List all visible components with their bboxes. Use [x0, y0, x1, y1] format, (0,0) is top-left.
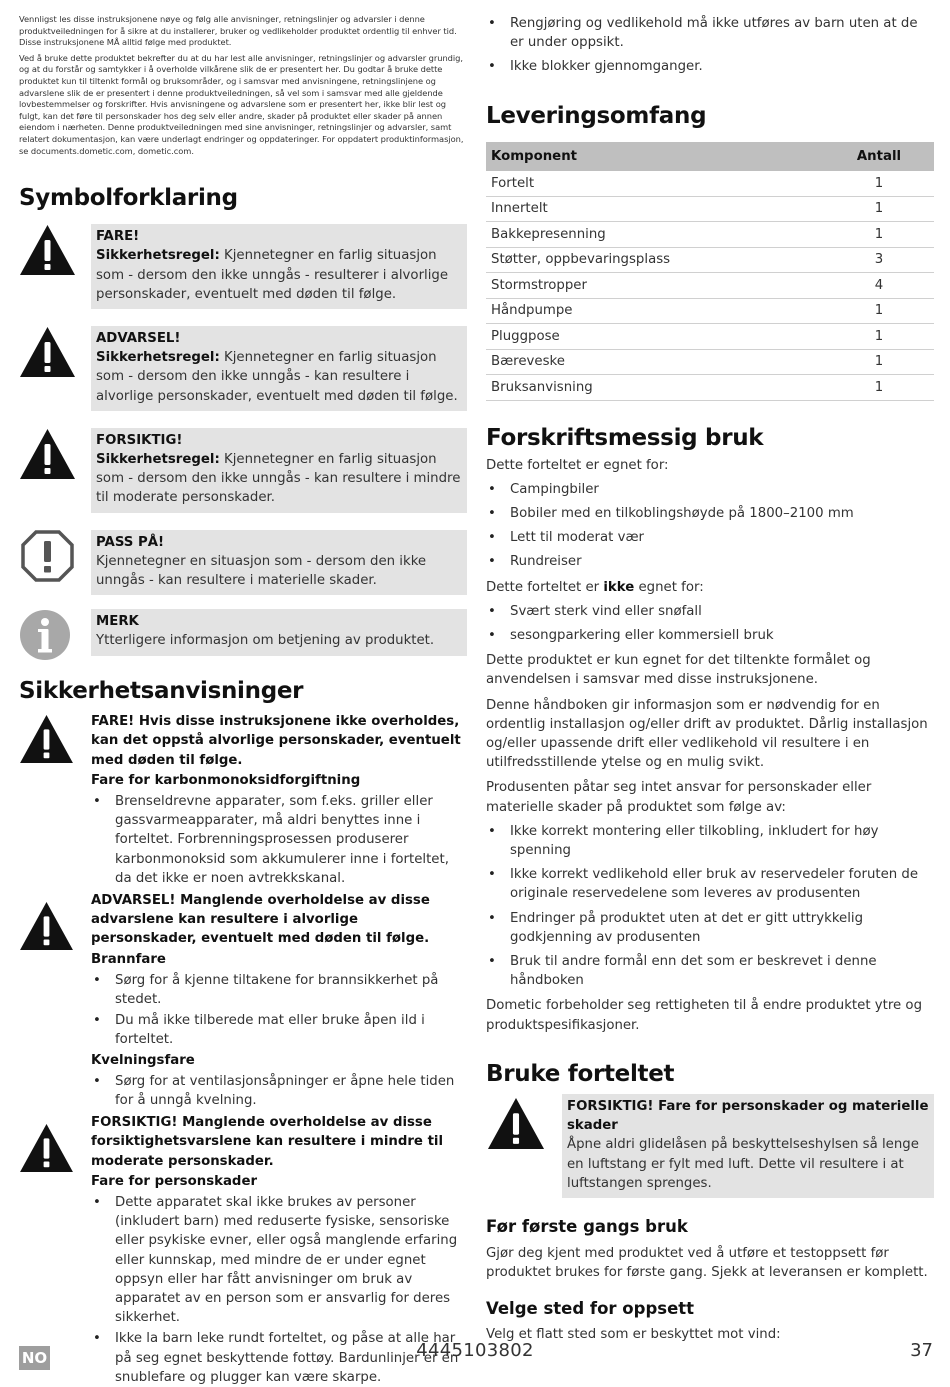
liability-list: [486, 822, 934, 991]
safety-heading: Sikkerhetsanvisninger: [19, 678, 304, 705]
safety-advarsel-block: [19, 891, 467, 1110]
list-item: • Rengjøring og vedlikehold må ikke utføres av barn uten at de er under oppsikt.: [486, 14, 934, 52]
symbol-passpa-text: Kjennetegner en situasjon som - dersom den ikke unngås - kan resultere i materielle skader.: [96, 553, 427, 588]
table-row: [486, 273, 934, 299]
list-item: • Ikke korrekt montering eller tilkobling, inkludert for høy spenning: [486, 822, 934, 860]
site-heading: Velge sted for oppsett: [486, 1299, 695, 1319]
safety-fare-block: [19, 712, 467, 888]
table-cell: Pluggpose: [486, 324, 824, 350]
warning-triangle-icon: [19, 1123, 74, 1173]
list-item: • Sørg for at ventilasjonsåpninger er åpne hele tiden for å unngå kvelning.: [91, 1072, 467, 1110]
body-paragraph: Dette produktet er kun egnet for det tiltenkte formålet og anvendelsen i samsvar med disse instruksjonene.: [486, 653, 871, 688]
safety-advarsel-sub2: Kvelningsfare: [91, 1052, 195, 1068]
table-row: [486, 324, 934, 350]
not-suitable-suffix: egnet for:: [634, 579, 704, 595]
symbol-heading: Symbolforklaring: [19, 185, 238, 212]
table-row: [486, 222, 934, 248]
left-column: [19, 14, 467, 1387]
list-item: • Du må ikke tilberede mat eller bruke åpen ild i forteltet.: [91, 1011, 467, 1049]
symbol-advarsel-title: ADVARSEL!: [96, 330, 181, 346]
table-header-row: [486, 142, 934, 171]
safety-fare-text: [91, 712, 467, 888]
symbol-passpa-box: [91, 530, 467, 596]
suitable-list: [486, 480, 934, 572]
list-item: • Ikke korrekt vedlikehold eller bruk av reservedeler foruten de originale reservedelene som leveres av produsenten: [486, 865, 934, 903]
symbol-forsiktig-text: Kjennetegner en farlig situasjon som - dersom den ikke unngås - kan resultere i mindre til moderate personskader.: [96, 451, 461, 506]
warning-triangle-icon: [19, 224, 76, 276]
use-caution-box: [562, 1094, 934, 1198]
body-paragraph: Dometic forbeholder seg rettigheten til å endre produktet ytre og produktspesifikasjoner.: [486, 998, 923, 1033]
safety-fare-list: [91, 792, 467, 888]
list-item: • sesongparkering eller kommersiell bruk: [486, 626, 934, 645]
suitable-intro: Dette forteltet er egnet for:: [486, 457, 669, 473]
table-row: [486, 375, 934, 401]
warning-triangle-icon: [19, 714, 74, 764]
delivery-heading: Leveringsomfang: [486, 102, 707, 129]
safety-advarsel-list2: [91, 1072, 467, 1110]
not-suitable-intro: [486, 578, 934, 597]
info-circle-icon: [19, 609, 76, 661]
not-suitable-bold: ikke: [603, 579, 635, 595]
list-item: • Brenseldrevne apparater, som f.eks. griller eller gassvarmeapparater, må aldri benyttes inne i forteltet. Forbrenningsprosessen produserer karbonmonoksid som akkumulerer inne i forteltet, da det ikke er noen avtrekkskanal.: [91, 792, 467, 888]
symbol-passpa: [19, 530, 467, 596]
notice-octagon-icon: [19, 530, 76, 582]
table-cell: Bæreveske: [486, 349, 824, 375]
table-cell: Støtter, oppbevaringsplass: [486, 247, 824, 273]
table-cell: Bakkepresenning: [486, 222, 824, 248]
continued-list: [486, 14, 934, 77]
use-caution: [486, 1094, 934, 1198]
list-item: • Endringer på produktet uten at det er gitt uttrykkelig godkjenning av produsenten: [486, 909, 934, 947]
site-text: Velg et flatt sted som er beskyttet mot vind:: [486, 1327, 781, 1343]
page-number: 37: [910, 1340, 933, 1361]
intended-use-heading: Forskriftsmessig bruk: [486, 424, 764, 451]
symbol-fare-text: Kjennetegner en farlig situasjon som - dersom den ikke unngås - resulterer i alvorlige personskader, eventuelt med døden til følge.: [96, 248, 449, 302]
table-cell: 1: [824, 298, 934, 324]
delivery-table: [486, 142, 934, 401]
use-caution-text: Åpne aldri glidelåsen på beskyttelseshylsen så lenge en luftstang er fylt med luft. Dette vil resultere i at luftstangen sprenges.: [567, 1137, 919, 1191]
list-item: • Lett til moderat vær: [486, 528, 934, 547]
safety-forsiktig-sub: Fare for personskader: [91, 1173, 258, 1189]
table-row: [486, 298, 934, 324]
table-cell: 1: [824, 375, 934, 401]
symbol-merk: [19, 609, 467, 661]
first-use-heading: Før første gangs bruk: [486, 1216, 688, 1236]
not-suitable-prefix: Dette forteltet er: [486, 579, 604, 595]
table-row: [486, 196, 934, 222]
intro-paragraph: Ved å bruke dette produktet bekrefter du at du har lest alle anvisninger, retningslinjer og advarsler grundig, og at du forstår og samtykker i å overholde vilkårene slik de er presentert her. Du godtar å bruke dette produktet kun til tiltenkt formål og bruksområder, og i samsvar med anvisningene, retningslinjene og advarslene slik de er presentert i denne produktveiledningen, så vel som i samsvar med alle gjeldende lovbestemmelser og forskrifter. Hvis anvisningene og advarslene som er presentert her, ikke blir lest og fulgt, kan det føre til personskader hos deg selv eller andre, skader på produktet eller skader på annen eiendom i nærheten. Denne produktveiledningen med sine anvisninger, retningslinjer og advarsler, samt relatert dokumentasjon, kan være underlagt endringer og oppdateringer. For oppdatert produktinformasjon, se documents.dometic.com, dometic.com.: [19, 52, 464, 156]
symbol-fare: [19, 224, 467, 309]
safety-fare-head: FARE! Hvis disse instruksjonene ikke overholdes, kan det oppstå alvorlige personskader, eventuelt med døden til følge.: [91, 714, 461, 768]
table-row: [486, 349, 934, 375]
warning-triangle-icon: [19, 428, 76, 480]
symbol-fare-title: FARE!: [96, 229, 140, 245]
symbol-merk-text: Ytterligere informasjon om betjening av produktet.: [96, 633, 435, 649]
list-item: • Bobiler med en tilkoblingshøyde på 1800–2100 mm: [486, 504, 934, 523]
intro-text: [19, 14, 467, 157]
table-cell: Bruksanvisning: [486, 375, 824, 401]
safety-advarsel-head: ADVARSEL! Manglende overholdelse av disse advarslene kan resultere i alvorlige personskader, eventuelt med døden til følge.: [91, 893, 430, 947]
table-cell: Fortelt: [486, 171, 824, 197]
symbol-forsiktig-title: FORSIKTIG!: [96, 432, 183, 448]
table-cell: Stormstropper: [486, 273, 824, 299]
safety-advarsel-text: [91, 891, 467, 1110]
table-cell: Innertelt: [486, 196, 824, 222]
symbol-merk-box: [91, 609, 467, 655]
column-header: Antall: [824, 142, 934, 171]
table-cell: 1: [824, 324, 934, 350]
rule-label: Sikkerhetsregel:: [96, 248, 220, 264]
table-cell: 3: [824, 247, 934, 273]
list-item: • Campingbiler: [486, 480, 934, 499]
table-cell: Håndpumpe: [486, 298, 824, 324]
list-item: • Sørg for å kjenne tiltakene for brannsikkerhet på stedet.: [91, 971, 467, 1009]
table-cell: 1: [824, 349, 934, 375]
safety-forsiktig-head: FORSIKTIG! Manglende overholdelse av disse forsiktighetsvarslene kan resultere i mindre til moderate personskader.: [91, 1115, 444, 1169]
body-paragraph: Produsenten påtar seg intet ansvar for personskader eller materielle skader på produktet som følge av:: [486, 780, 872, 815]
not-suitable-list: [486, 602, 934, 645]
symbol-forsiktig-box: [91, 428, 467, 513]
intro-paragraph: Vennligst les disse instruksjonene nøye og følg alle anvisninger, retningslinjer og advarsler i denne produktveiledningen for å sikre at du installerer, bruker og vedlikeholder produktet ordentlig til enhver tid. Disse instruksjonene MÅ alltid følge med produktet.: [19, 14, 457, 48]
table-row: [486, 171, 934, 197]
table-cell: 4: [824, 273, 934, 299]
rule-label: Sikkerhetsregel:: [96, 451, 220, 467]
warning-triangle-icon: [19, 326, 76, 378]
symbol-forsiktig: [19, 428, 467, 513]
symbol-passpa-title: PASS PÅ!: [96, 534, 165, 550]
use-caution-title: FORSIKTIG! Fare for personskader og materielle skader: [567, 1098, 929, 1134]
table-cell: 1: [824, 171, 934, 197]
list-item: • Ikke blokker gjennomganger.: [486, 57, 934, 76]
table-row: [486, 247, 934, 273]
document-code: 4445103802: [416, 1340, 534, 1361]
use-heading: Bruke forteltet: [486, 1060, 675, 1087]
symbol-advarsel: [19, 326, 467, 411]
list-item: • Ikke la barn leke rundt forteltet, og påse at alle har på seg egnet beskyttende fottøy. Bardunlinjer er en snublefare og plugger kan være skarpe.: [91, 1329, 467, 1387]
list-item: • Dette apparatet skal ikke brukes av personer (inkludert barn) med reduserte fysiske, sensoriske eller psykiske evner, eller også manglende erfaring eller kunnskap, med mindre de er under egnet oppsyn eller har fått anvisninger om bruk av apparatet av en person som er ansvarlig for deres sikkerhet.: [91, 1193, 467, 1327]
safety-fare-sub: Fare for karbonmonoksidforgiftning: [91, 772, 361, 788]
rule-label: Sikkerhetsregel:: [96, 350, 220, 366]
table-cell: 1: [824, 222, 934, 248]
list-item: • Bruk til andre formål enn det som er beskrevet i denne håndboken: [486, 952, 934, 990]
list-item: • Rundreiser: [486, 552, 934, 571]
language-badge: NO: [19, 1346, 50, 1370]
safety-advarsel-list1: [91, 971, 467, 1050]
safety-advarsel-sub1: Brannfare: [91, 951, 166, 967]
warning-triangle-icon: [19, 901, 74, 951]
symbol-advarsel-text: Kjennetegner en farlig situasjon som - dersom den ikke unngås - kan resultere i alvorlige personskader, eventuelt med døden til følge.: [96, 350, 458, 404]
list-item: • Svært sterk vind eller snøfall: [486, 602, 934, 621]
table-cell: 1: [824, 196, 934, 222]
right-column: [486, 14, 934, 1345]
symbol-fare-box: [91, 224, 467, 309]
body-paragraph: Denne håndboken gir informasjon som er nødvendig for en ordentlig installasjon og/eller drift av produktet. Dårlig installasjon og/eller upassende drift eller vedlikehold vil resultere i en utilfredsstillende ytelse og en mulig svikt.: [486, 697, 928, 771]
symbol-advarsel-box: [91, 326, 467, 411]
first-use-text: Gjør deg kjent med produktet ved å utføre et testoppsett før produktet brukes for første gang. Sjekk at leveransen er komplett.: [486, 1245, 928, 1281]
column-header: Komponent: [486, 142, 824, 171]
warning-triangle-icon: [486, 1097, 546, 1150]
symbol-merk-title: MERK: [96, 614, 139, 630]
